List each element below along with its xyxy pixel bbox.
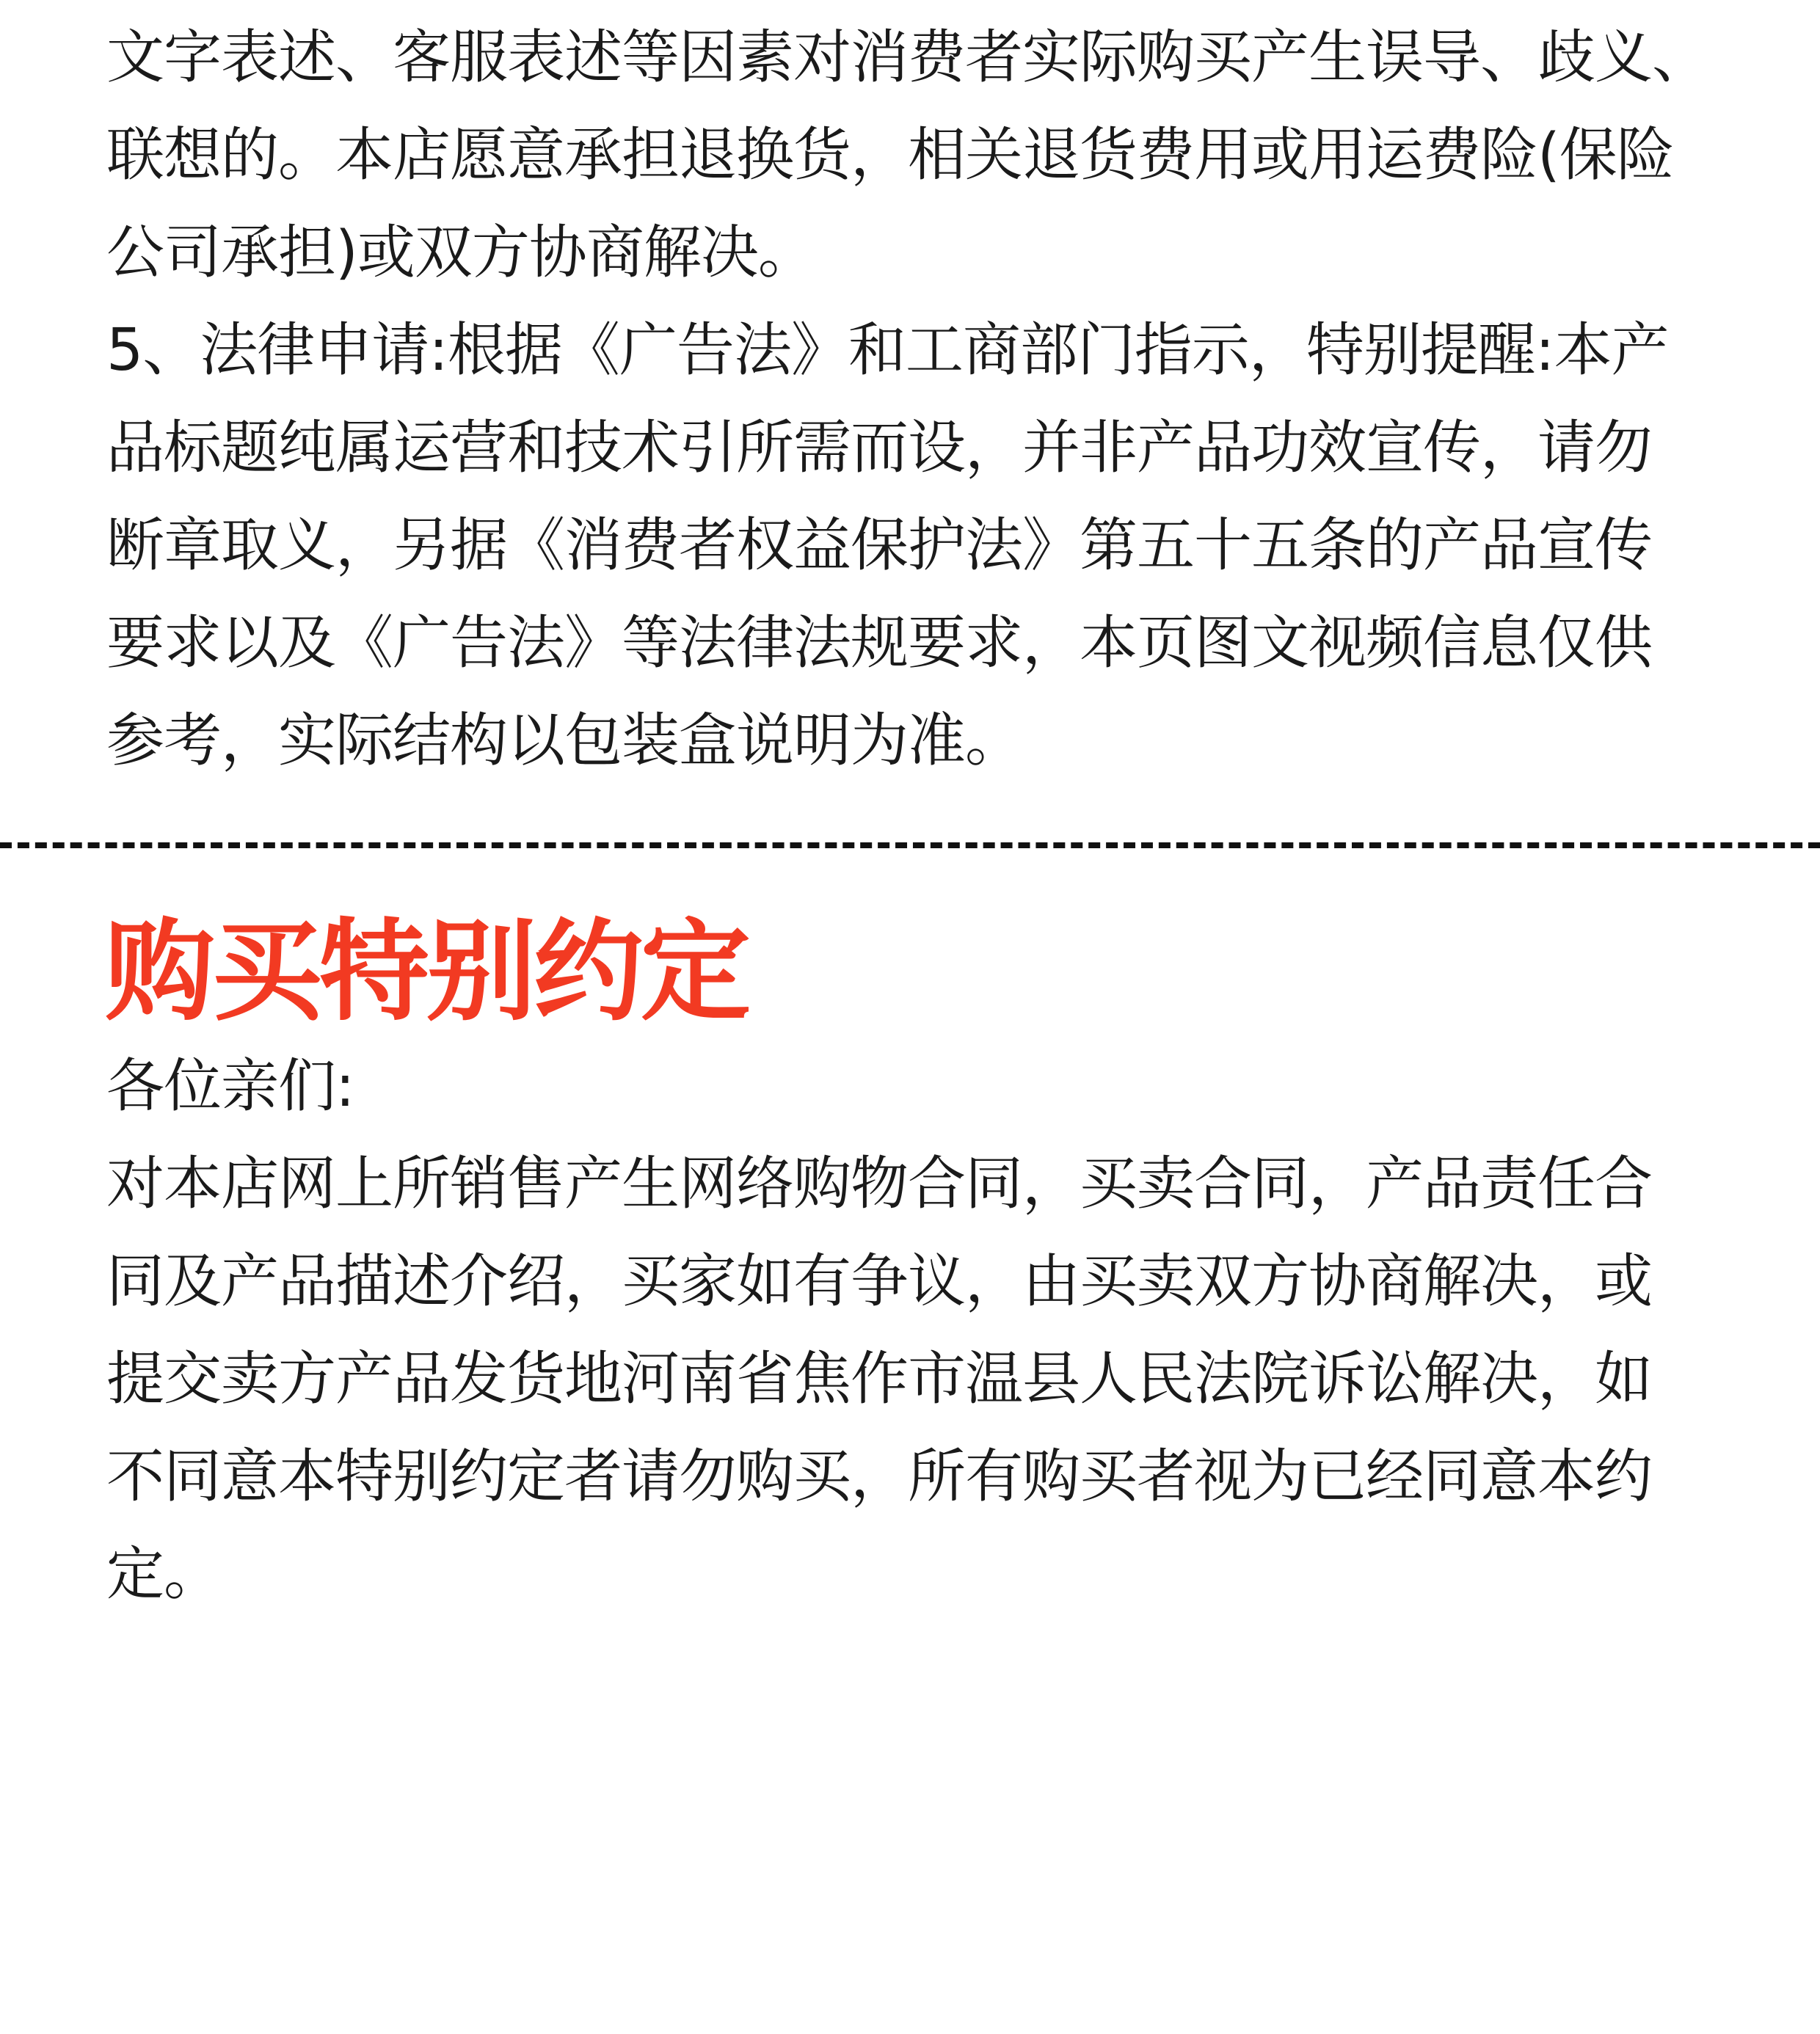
dashed-divider — [0, 842, 1820, 848]
terms-line-8: 参考，实际结构以包装盒说明为准。 — [106, 707, 1022, 774]
terms-line-6: 断章取义，另据《消费者权益保护法》第五十五条的产品宣传 — [106, 511, 1652, 579]
section-heading: 购买特别约定 — [105, 908, 749, 1036]
greeting-text: 各位亲们: — [106, 1052, 354, 1120]
agreement-line-1: 对本店网上所销售产生网络购物合同，买卖合同，产品责任合 — [106, 1150, 1652, 1217]
terms-line-3: 公司承担)或双方协商解决。 — [106, 219, 815, 286]
terms-line-1: 文字表述、客服表述等因素对消费者实际购买产生误导、歧义、 — [106, 23, 1709, 91]
agreement-line-2: 同及产品描述介绍，买家如有争议，由买卖双方协商解决，或 — [106, 1247, 1652, 1315]
terms-line-4: 5、法律申请:根据《广告法》和工商部门指示，特别提醒:本产 — [106, 316, 1669, 384]
terms-line-7: 要求以及《广告法》等法律法规要求，本页图文视频信息仅供 — [106, 609, 1652, 677]
agreement-line-4: 不同意本特别约定者请勿购买，所有购买者视为已经同意本约 — [106, 1443, 1652, 1510]
agreement-line-3: 提交卖方产品发货地河南省焦作市温县人民法院诉讼解决，如 — [106, 1345, 1652, 1412]
agreement-line-5: 定。 — [106, 1540, 221, 1608]
terms-line-5: 品标题纯属运营和技术引所需而设，并非产品功效宣传，请勿 — [106, 414, 1652, 481]
terms-line-2: 联想的。本店愿意承担退换货，相关退货费用或用运费险(保险 — [106, 121, 1674, 189]
